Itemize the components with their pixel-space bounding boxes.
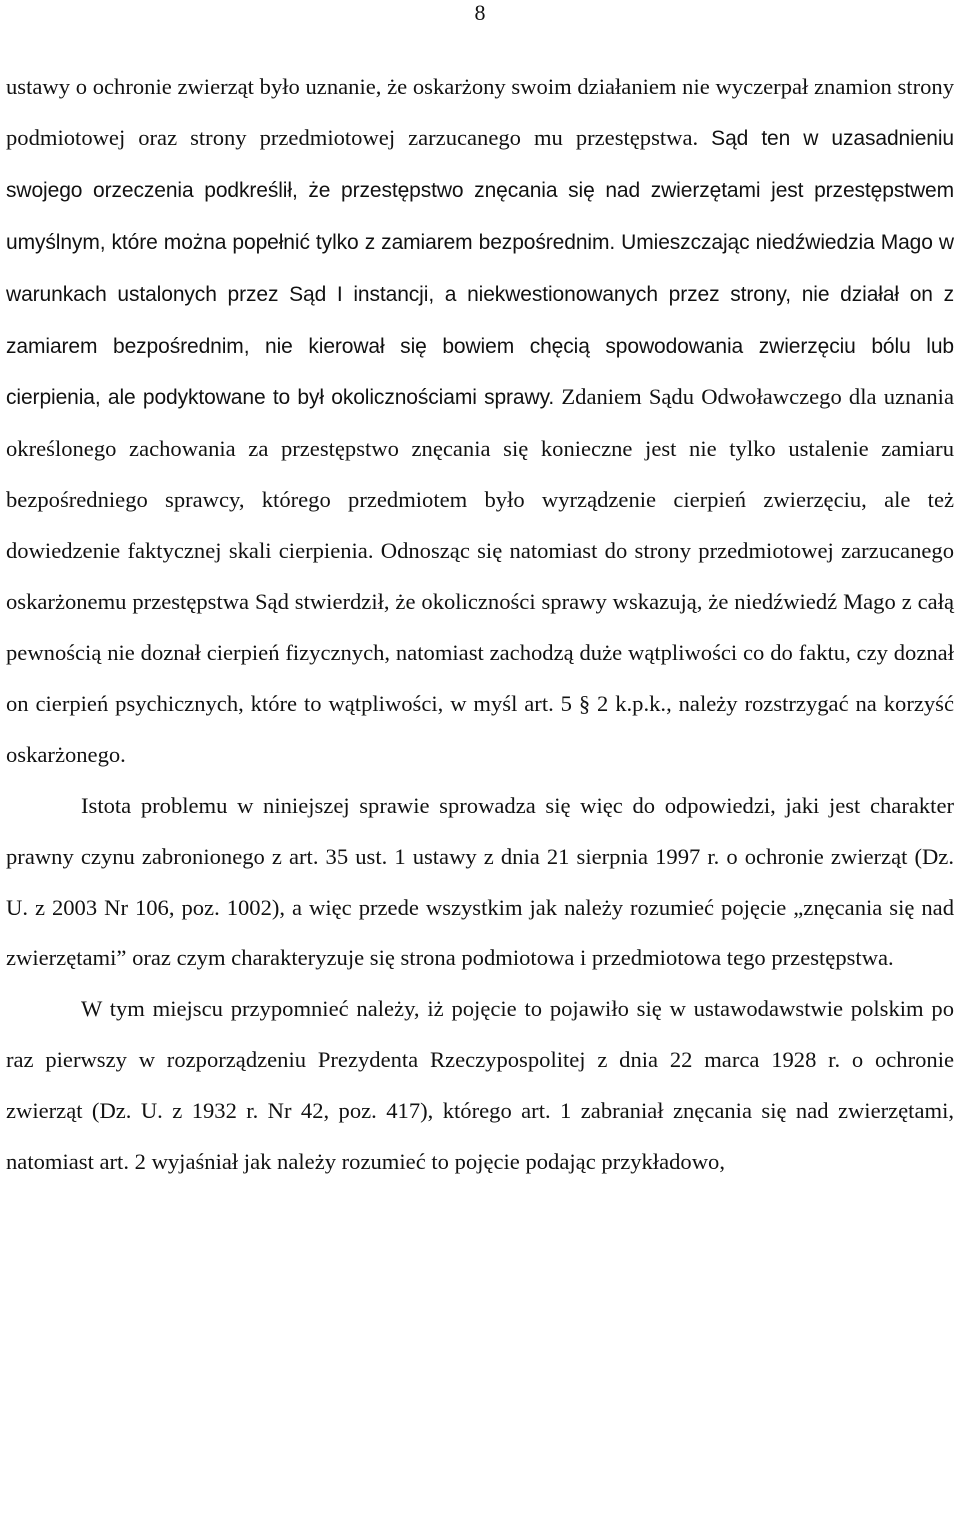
paragraph-2-segment-1: Istota problemu w niniejszej sprawie sprowadza się więc do odpowiedzi, jaki jest charakter prawny czynu zabronionego z art. 35 ust. 1 ustawy z dnia 21 sierpnia 1997 r. o ochronie zwierząt (Dz. U. z 2003 Nr 106, poz. 1002), a więc przede wszystkim jak należy rozumieć pojęcie „znęcania się nad zwierzętami” oraz czym charakteryzuje się strona podmiotowa i przedmiotowa tego przestępstwa.	[6, 792, 954, 971]
paragraph-1-segment-2: Sąd ten w uzasadnieniu swojego orzeczenia podkreślił, że przestępstwo znęcania się nad zwierzętami jest przestępstwem umyślnym, które można popełnić tylko z zamiarem bezpośrednim. Umieszczając niedźwiedzia Mago w warunkach ustalonych przez Sąd I instancji, a niekwestionowanych przez strony, nie działał on z zamiarem bezpośrednim, nie kierował się bowiem chęcią spowodowania zwierzęciu bólu lub cierpienia, ale podyktowane to był okolicznościami sprawy.	[6, 126, 954, 410]
paragraph-1	[6, 62, 954, 781]
paragraph-1-segment-3: Zdaniem Sądu Odwoławczego dla uznania określonego zachowania za przestępstwo znęcania się konieczne jest nie tylko ustalenie zamiaru bezpośredniego sprawcy, którego przedmiotem było wyrządzenie cierpień zwierzęciu, ale też dowiedzenie faktycznej skali cierpienia. Odnosząc się natomiast do strony przedmiotowej zarzucanego oskarżonemu przestępstwa Sąd stwierdził, że okoliczności sprawy wskazują, że niedźwiedź Mago z całą pewnością nie doznał cierpień fizycznych, natomiast zachodzą duże wątpliwości co do faktu, czy doznał on cierpień psychicznych, które to wątpliwości, w myśl art. 5 § 2 k.p.k., należy rozstrzygać na korzyść oskarżonego.	[6, 384, 954, 767]
paragraph-2	[6, 781, 954, 985]
body-text	[6, 62, 954, 1188]
page-number: 8	[474, 0, 486, 25]
paragraph-3	[6, 984, 954, 1188]
paragraph-1-segment-1: ustawy o ochronie zwierząt było uznanie, że oskarżony swoim działaniem nie wyczerpał znamion strony podmiotowej oraz strony przedmiotowej zarzucanego mu przestępstwa.	[6, 74, 954, 150]
paragraph-3-segment-1: W tym miejscu przypomnieć należy, iż pojęcie to pojawiło się w ustawodawstwie polskim po raz pierwszy w rozporządzeniu Prezydenta Rzeczypospolitej z dnia 22 marca 1928 r. o ochronie zwierząt (Dz. U. z 1932 r. Nr 42, poz. 417), którego art. 1 zabraniał znęcania się nad zwierzętami, natomiast art. 2 wyjaśniał jak należy rozumieć to pojęcie podając przykładowo,	[6, 996, 954, 1175]
